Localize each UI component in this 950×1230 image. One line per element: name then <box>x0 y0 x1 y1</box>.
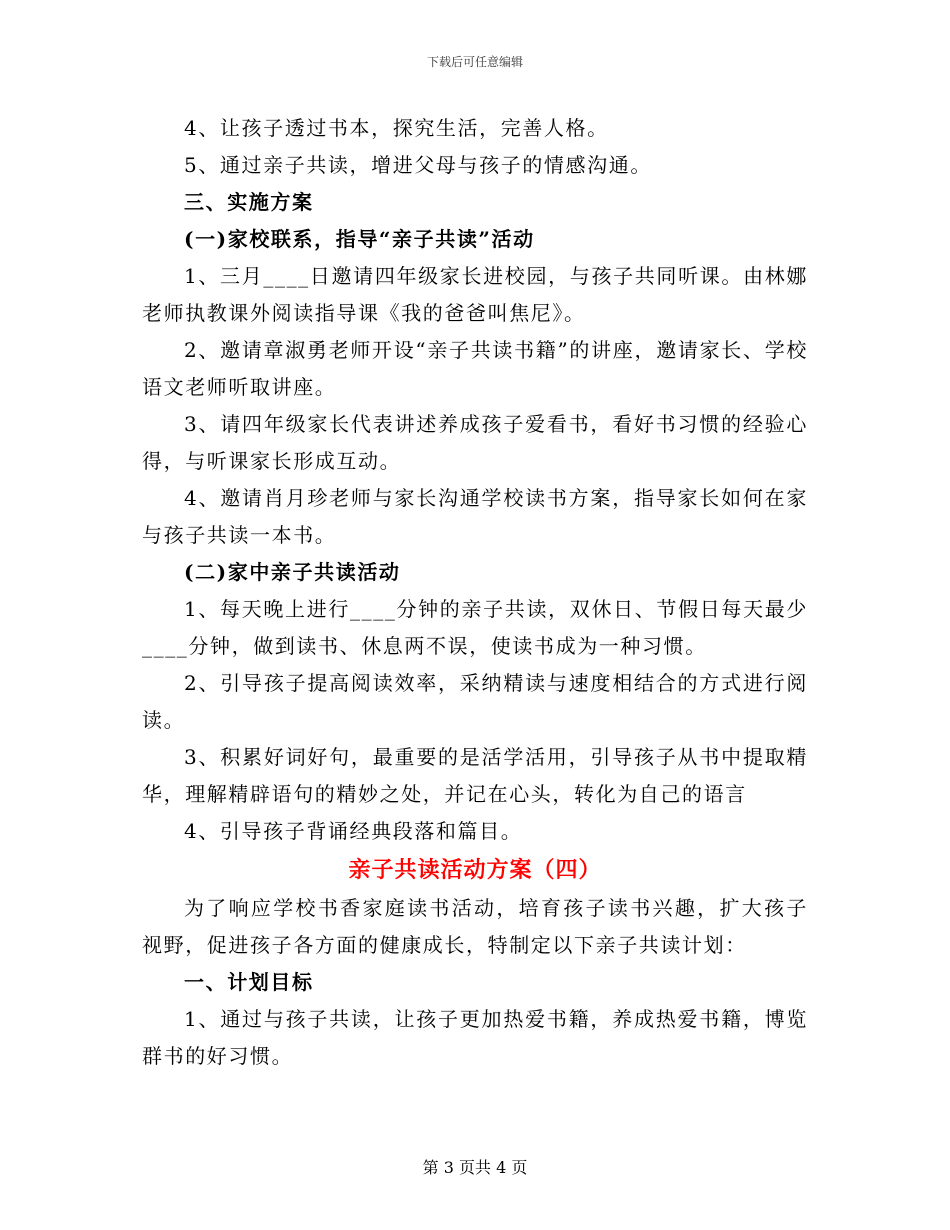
subsection-heading-home-reading: (二)家中亲子共读活动 <box>184 560 401 584</box>
document-body <box>142 110 808 1075</box>
paragraph-home-reading-3: 3、积累好词好句，最重要的是活学活用，引导孩子从书中提取精华，理解精辟语句的精妙之处，并记在心头，转化为自己的语言 <box>142 745 808 806</box>
paragraph-goal-5: 5、通过亲子共读，增进父母与孩子的情感沟通。 <box>184 153 652 177</box>
paragraph-home-school-4: 4、邀请肖月珍老师与家长沟通学校读书方案，指导家长如何在家与孩子共读一本书。 <box>142 486 808 547</box>
paragraph-home-school-3: 3、请四年级家长代表讲述养成孩子爱看书，看好书习惯的经验心得，与听课家长形成互动。 <box>142 412 808 473</box>
paragraph-home-school-1: 1、三月____日邀请四年级家长进校园，与孩子共同听课。由林娜老师执教课外阅读指导课《我的爸爸叫焦尼》。 <box>142 264 808 325</box>
subsection-heading-home-school: (一)家校联系，指导“亲子共读”活动 <box>184 227 535 251</box>
paragraph-home-reading-4: 4、引导孩子背诵经典段落和篇目。 <box>184 819 523 843</box>
section-heading-plan-goals: 一、计划目标 <box>184 970 314 994</box>
page-header: 下载后可任意编辑 <box>426 55 523 69</box>
document-title: 亲子共读活动方案（四） <box>348 857 602 883</box>
paragraph-plan-goal-1: 1、通过与孩子共读，让孩子更加热爱书籍，养成热爱书籍，博览群书的好习惯。 <box>142 1007 808 1068</box>
paragraph-goal-4: 4、让孩子透过书本，探究生活，完善人格。 <box>184 116 609 140</box>
paragraph-home-school-2: 2、邀请章淑勇老师开设“亲子共读书籍”的讲座，邀请家长、学校语文老师听取讲座。 <box>142 338 808 399</box>
paragraph-home-reading-2: 2、引导孩子提高阅读效率，采纳精读与速度相结合的方式进行阅读。 <box>142 671 808 732</box>
paragraph-intro: 为了响应学校书香家庭读书活动，培育孩子读书兴趣，扩大孩子视野，促进孩子各方面的健康成长，特制定以下亲子共读计划： <box>142 896 808 957</box>
section-heading-implementation: 三、实施方案 <box>184 190 314 214</box>
page-footer: 第 3 页共 4 页 <box>422 1158 528 1177</box>
paragraph-home-reading-1: 1、每天晚上进行____分钟的亲子共读，双休日、节假日每天最少____分钟，做到读书、休息两不误，使读书成为一种习惯。 <box>142 597 808 658</box>
